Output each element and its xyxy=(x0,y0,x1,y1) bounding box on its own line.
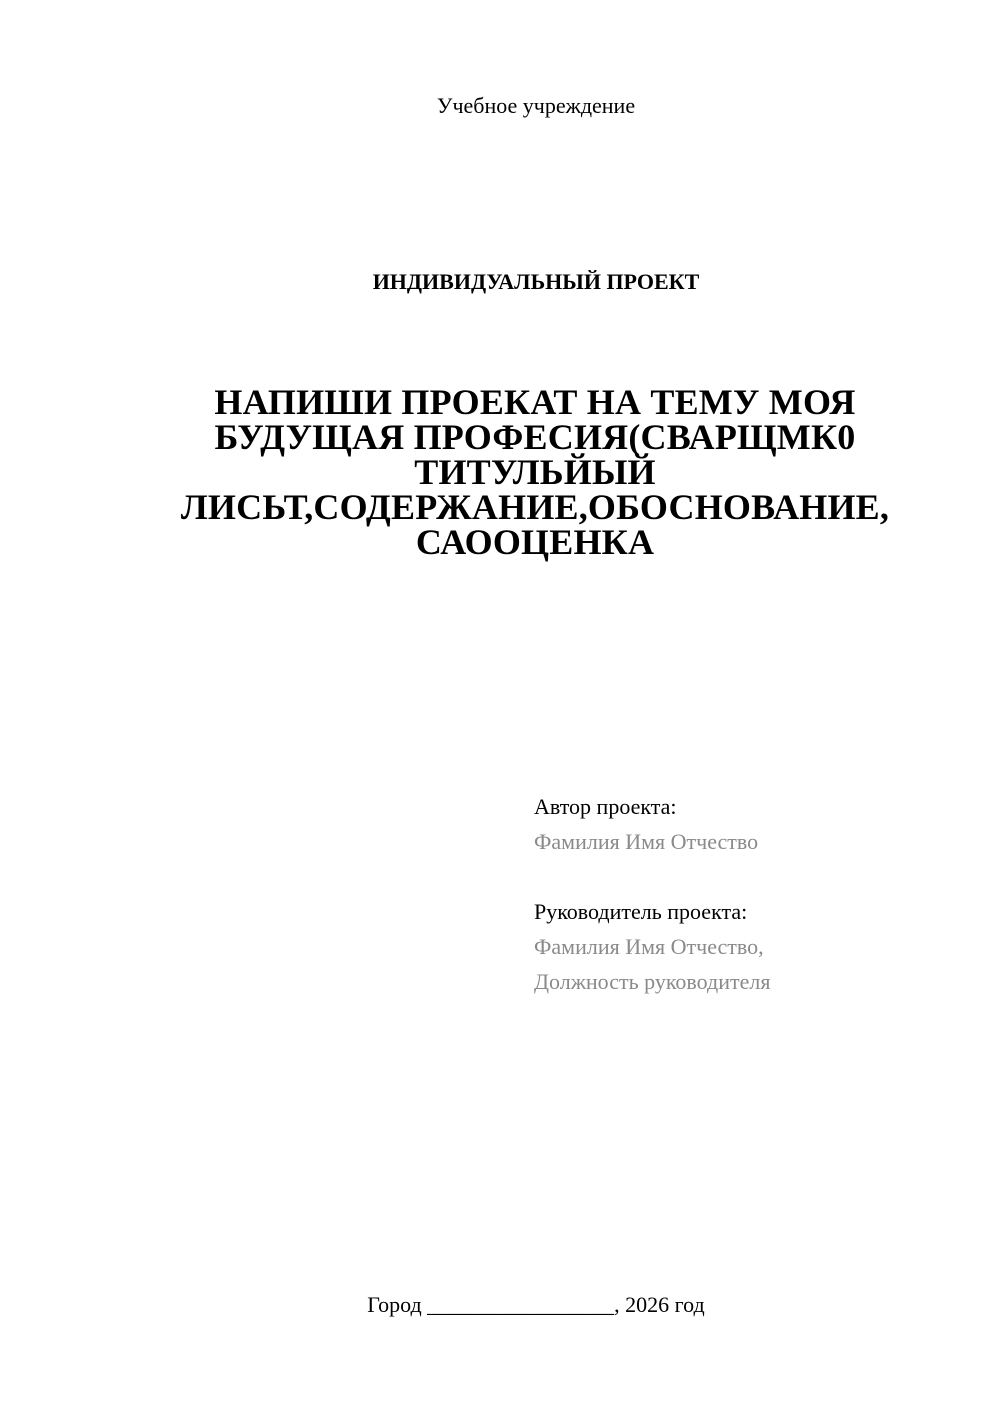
institution-name: Учебное учреждение xyxy=(436,93,636,118)
author-label: Автор проекта: xyxy=(534,794,677,819)
block-spacer xyxy=(534,859,974,894)
author-block xyxy=(534,789,974,999)
city-year-line: Город _________________, 2026 год xyxy=(367,1292,705,1317)
project-title-line-4: ЛИСЬТ,СОДЕРЖАНИЕ,ОБОСНОВАНИЕ, xyxy=(180,487,890,527)
project-title-line-3: ТИТУЛЬЙЫЙ xyxy=(414,452,656,492)
project-title-line-2: БУДУЩАЯ ПРОФЕСИЯ(СВАРЩМК0 xyxy=(214,417,856,457)
project-title-line-1: НАПИШИ ПРОЕКАТ НА ТЕМУ МОЯ xyxy=(214,382,856,422)
project-title-line-5: САООЦЕНКА xyxy=(415,522,655,562)
supervisor-label: Руководитель проекта: xyxy=(534,899,748,924)
author-name-placeholder: Фамилия Имя Отчество xyxy=(534,829,759,854)
supervisor-name-placeholder: Фамилия Имя Отчество, xyxy=(534,934,764,959)
project-title xyxy=(120,382,950,562)
supervisor-position-placeholder: Должность руководителя xyxy=(534,969,771,994)
project-type-heading: ИНДИВИДУАЛЬНЫЙ ПРОЕКТ xyxy=(372,269,700,294)
